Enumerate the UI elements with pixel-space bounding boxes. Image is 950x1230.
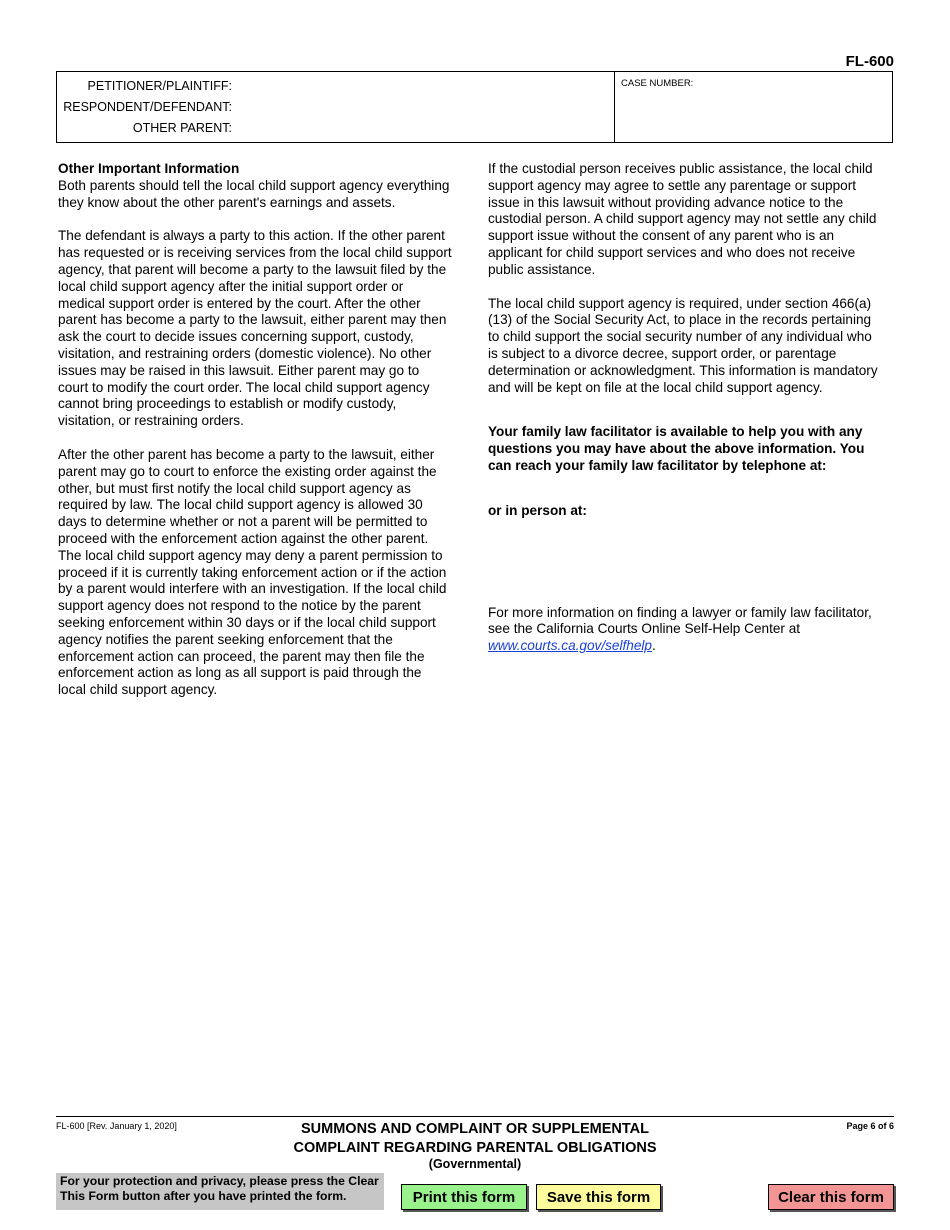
case-number-label: CASE NUMBER: xyxy=(621,78,694,89)
more-info-text: For more information on finding a lawyer or family law facilitator, see the California Courts Online Self-Help Center at xyxy=(488,604,872,637)
privacy-notice: For your protection and privacy, please press the Clear This Form button after you have printed the form. xyxy=(56,1173,384,1210)
clear-button[interactable]: Clear this form xyxy=(768,1184,894,1210)
paragraph-text: Both parents should tell the local child support agency everything they know about the other parent's earnings and assets. xyxy=(58,177,450,210)
form-title xyxy=(250,1120,700,1157)
party-caption xyxy=(57,72,615,142)
other-parent-label: OTHER PARENT: xyxy=(132,121,232,135)
selfhelp-link[interactable]: www.courts.ca.gov/selfhelp xyxy=(488,638,652,654)
footer-divider xyxy=(56,1116,894,1117)
left-column xyxy=(58,161,453,716)
in-person-label: or in person at: xyxy=(488,502,587,518)
print-button[interactable]: Print this form xyxy=(401,1184,527,1210)
facilitator-paragraph: Your family law facilitator is available to help you with any questions you may have about the above information. You can reach your family law facilitator by telephone at: xyxy=(488,424,865,473)
enforcement-paragraph: After the other parent has become a party to the lawsuit, either parent may go to court to enforce the existing order against the other, but must first notify the local child support agency as required by law. The local child support agency is allowed 30 days to determine whether or not a parent will be permitted to proceed with the enforcement action against the other parent. The local child support agency may deny a parent permission to proceed if it is currently taking enforcement action or if the action by a parent would interfere with an investigation. If the local child support agency does not respond to the notice by the parent seeking enforcement within 30 days or if the local child support agency notifies the parent seeking enforcement that the enforcement action can proceed, the parent may then file the enforcement action as long as all support is paid through the local child support agency. xyxy=(58,446,447,698)
caption-box xyxy=(56,71,893,143)
more-info-paragraph xyxy=(488,605,883,655)
intro-paragraph xyxy=(58,161,453,211)
save-button[interactable]: Save this form xyxy=(536,1184,661,1210)
revision-date: FL-600 [Rev. January 1, 2020] xyxy=(56,1121,177,1131)
form-number: FL-600 xyxy=(845,53,894,70)
respondent-label: RESPONDENT/DEFENDANT: xyxy=(63,100,232,114)
section-heading: Other Important Information xyxy=(58,161,240,176)
form-title-line-1: SUMMONS AND COMPLAINT OR SUPPLEMENTAL xyxy=(301,1121,649,1137)
form-title-line-2: COMPLAINT REGARDING PARENTAL OBLIGATIONS xyxy=(293,1139,657,1156)
petitioner-label: PETITIONER/PLAINTIFF: xyxy=(87,79,232,93)
public-assistance-paragraph: If the custodial person receives public assistance, the local child support agency may agree to settle any parentage or support issue in this lawsuit without providing advance notice to the custodial person. A child support agency may not settle any child support issue without the consent of any parent who is an applicant for child support services and who does not receive public assistance. xyxy=(488,161,877,277)
page-number: Page 6 of 6 xyxy=(846,1121,894,1131)
defendant-paragraph: The defendant is always a party to this action. If the other parent has requested or is receiving services from the local child support agency, that parent will become a party to the lawsuit filed by the local child support agency after the initial support order or medical support order is entered by the court. After the other parent has become a party to the lawsuit, either parent may then ask the court to decide issues concerning support, custody, visitation, and restraining orders (domestic violence). No other issues may be raised in this lawsuit. Either parent may go to court to modify the court order. The local child support agency cannot bring proceedings to establish or modify custody, visitation, or restraining orders. xyxy=(58,228,452,429)
right-column xyxy=(488,161,883,672)
social-security-paragraph: The local child support agency is required, under section 466(a)(13) of the Social Security Act, to place in the records pertaining to child support the social security number of any individual who is subject to a divorce decree, support order, or parentage determination or acknowledgment. This information is mandatory and will be kept on file at the local child support agency. xyxy=(488,295,878,395)
form-subtitle: (Governmental) xyxy=(428,1157,522,1171)
more-info-end: . xyxy=(651,638,656,654)
